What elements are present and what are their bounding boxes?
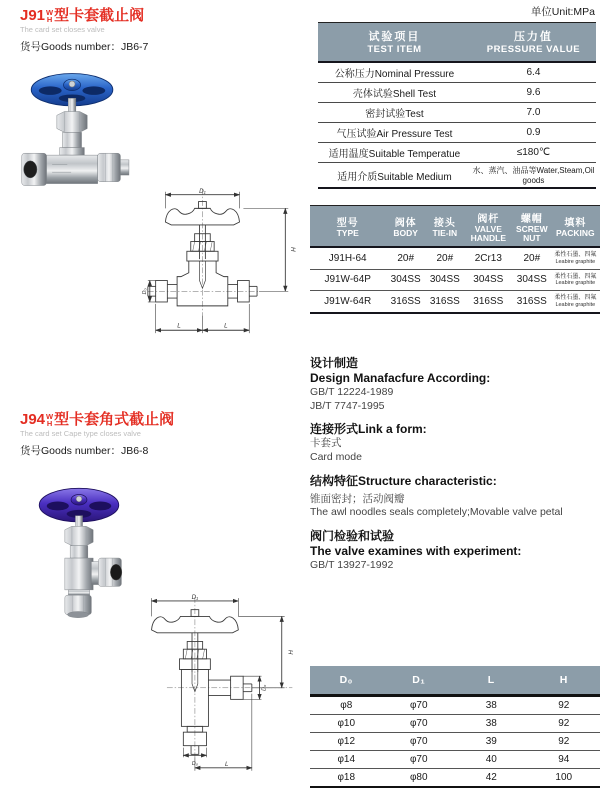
- model-code: J94: [20, 411, 45, 428]
- header-en: TIE-IN: [426, 229, 464, 238]
- cell-type: J91W-64R: [310, 291, 385, 313]
- packing-en: Leabire graphite: [551, 302, 600, 308]
- cell-body: 304SS: [385, 269, 426, 291]
- model-wh-stack: [46, 413, 53, 427]
- table-row: [318, 143, 596, 163]
- cell-l: 39: [455, 733, 528, 751]
- cell-nut: 20#: [513, 247, 551, 269]
- test-table-col1-header: [318, 23, 471, 63]
- header-en: TYPE: [310, 229, 385, 238]
- table-row: [310, 715, 600, 733]
- product2-title: [20, 412, 174, 427]
- cell-l: 40: [455, 751, 528, 769]
- structure-en: The awl noodles seals completely;Movable valve petal: [310, 506, 598, 520]
- packing-cn: 柔性石墨、四氟: [551, 274, 600, 281]
- cell-tie-in: 20#: [426, 247, 464, 269]
- product1-goods-number: 货号Goods number：JB6-7: [20, 39, 148, 54]
- product1-subtitle: The card set closes valve: [20, 25, 148, 34]
- model-sup: W: [46, 413, 53, 420]
- cell-h: 100: [528, 769, 600, 788]
- cell-packing: [551, 291, 600, 313]
- dim-label-d1: D₁: [192, 594, 199, 601]
- specs-block: [310, 356, 598, 572]
- model-sub: H: [46, 16, 53, 23]
- test-table: [318, 22, 596, 189]
- model-sup: W: [46, 9, 53, 16]
- col-header-h: H: [528, 666, 600, 696]
- cell-d1: φ70: [383, 751, 456, 769]
- cell-packing: [551, 247, 600, 269]
- test-item: 适用介质Suitable Medium: [318, 163, 471, 189]
- design-title-cn: 设计制造: [310, 356, 598, 371]
- product2-goods-number: 货号Goods number：JB6-8: [20, 443, 174, 458]
- table-row: [310, 696, 600, 715]
- valve-body-angle: [65, 516, 122, 618]
- col-header-l: L: [455, 666, 528, 696]
- dim-label-d1: D₁: [199, 188, 206, 195]
- model-code: J91: [20, 7, 45, 24]
- col-header-d1: D₁: [383, 666, 456, 696]
- cell-nut: 304SS: [513, 269, 551, 291]
- cell-tie-in: 304SS: [426, 269, 464, 291]
- cell-d1: φ70: [383, 733, 456, 751]
- cell-body: 20#: [385, 247, 426, 269]
- cell-l: 38: [455, 696, 528, 715]
- cell-d1: φ70: [383, 715, 456, 733]
- test-value: ≤180℃: [471, 143, 596, 163]
- title-cn: 型卡套截止阀: [54, 7, 144, 24]
- table-row: [310, 751, 600, 769]
- cell-handle: 316SS: [464, 291, 513, 313]
- table-row: [310, 291, 600, 313]
- header-en: VALVE HANDLE: [464, 225, 513, 243]
- header-en: SCREW NUT: [513, 225, 551, 243]
- dim-label-l: L: [225, 761, 229, 768]
- product1-header: [20, 8, 148, 54]
- dim-label-l: L: [224, 322, 228, 329]
- cell-l: 42: [455, 769, 528, 788]
- model-wh-stack: [46, 9, 53, 23]
- material-table-header-row: [310, 206, 600, 248]
- drawing-dim-labels: [142, 188, 296, 330]
- table-row: [310, 769, 600, 788]
- test-value: 水、蒸汽、油品等Water,Steam,Oil goods: [471, 163, 596, 189]
- title-cn: 型卡套角式截止阀: [54, 411, 174, 428]
- test-table-header-row: [318, 23, 596, 63]
- col-header-screw-nut: [513, 206, 551, 248]
- valve-body-straight: [22, 98, 129, 185]
- cell-d1: φ80: [383, 769, 456, 788]
- header-en: PACKING: [551, 229, 600, 238]
- test-item: 适用温度Suitable Temperatue: [318, 143, 471, 163]
- col-header-valve-handle: [464, 206, 513, 248]
- header-cn: 填料: [551, 214, 600, 229]
- dim-label-h: H: [286, 650, 293, 655]
- header-cn: 阀体: [385, 214, 426, 229]
- test-value: 6.4: [471, 62, 596, 83]
- table-row: [318, 123, 596, 143]
- material-table: [310, 205, 600, 314]
- valve-drawing-straight: [142, 184, 298, 340]
- cell-h: 92: [528, 696, 600, 715]
- cell-h: 92: [528, 715, 600, 733]
- dimension-table-header-row: [310, 666, 600, 696]
- header-en: PRESSURE VALUE: [471, 44, 596, 55]
- header-cn: 试验项目: [318, 28, 471, 44]
- col-header-packing: [551, 206, 600, 248]
- design-title-en: Design Manafacfure According:: [310, 371, 598, 386]
- test-item: 气压试验Air Pressure Test: [318, 123, 471, 143]
- header-cn: 压力值: [471, 28, 596, 44]
- drawing-lines: [152, 597, 293, 771]
- valve-photo-angle: [26, 474, 132, 628]
- model-sub: H: [46, 420, 53, 427]
- packing-en: Leabire graphite: [551, 259, 600, 265]
- structure-title: 结构特征Structure characteristic:: [310, 474, 598, 489]
- wheel-screw: [76, 496, 82, 502]
- cell-d0: φ10: [310, 715, 383, 733]
- design-standard: JB/T 7747-1995: [310, 400, 598, 414]
- table-row: [310, 733, 600, 751]
- link-form-cn: 卡套式: [310, 437, 598, 451]
- col-header-body: [385, 206, 426, 248]
- cell-d0: φ8: [310, 696, 383, 715]
- packing-en: Leabire graphite: [551, 280, 600, 286]
- header-en: TEST ITEM: [318, 44, 471, 55]
- cell-type: J91W-64P: [310, 269, 385, 291]
- table-row: [318, 163, 596, 189]
- cell-nut: 316SS: [513, 291, 551, 313]
- test-table-col2-header: [471, 23, 596, 63]
- design-standard: GB/T 12224-1989: [310, 386, 598, 400]
- product1-title: [20, 8, 148, 23]
- header-cn: 螺帽: [513, 210, 551, 225]
- test-item: 公称压力Nominal Pressure: [318, 62, 471, 83]
- cell-packing: [551, 269, 600, 291]
- inspect-standard: GB/T 13927-1992: [310, 559, 598, 573]
- table-row: [310, 269, 600, 291]
- cell-body: 316SS: [385, 291, 426, 313]
- structure-cn: 锥面密封；活动阀瓣: [310, 493, 598, 507]
- header-en: BODY: [385, 229, 426, 238]
- test-value: 0.9: [471, 123, 596, 143]
- product2-header: [20, 412, 174, 458]
- dim-label-d0: D₀: [261, 684, 267, 691]
- cell-handle: 304SS: [464, 269, 513, 291]
- inspect-title-en: The valve examines with experiment:: [310, 544, 598, 559]
- table-row: [310, 247, 600, 269]
- packing-cn: 柔性石墨、四氟: [551, 295, 600, 302]
- packing-cn: 柔性石墨、四氟: [551, 252, 600, 259]
- table-row: [318, 62, 596, 83]
- col-header-type: [310, 206, 385, 248]
- dimension-table: [310, 666, 600, 788]
- dim-label-l: L: [177, 322, 181, 329]
- dim-label-d0: D₀: [192, 761, 199, 767]
- cell-d1: φ70: [383, 696, 456, 715]
- drawing-lines: [148, 189, 288, 333]
- dim-label-d0: D₀: [142, 287, 148, 294]
- test-value: 9.6: [471, 83, 596, 103]
- link-form-title: 连接形式Link a form:: [310, 422, 598, 437]
- product2-subtitle: The card set Cape type closes valve: [20, 429, 174, 438]
- cell-type: J91H-64: [310, 247, 385, 269]
- header-cn: 阀杆: [464, 210, 513, 225]
- unit-label: 单位Unit:MPa: [531, 4, 595, 19]
- header-cn: 型号: [310, 214, 385, 229]
- test-item: 壳体试验Shell Test: [318, 83, 471, 103]
- valve-drawing-angle: [138, 590, 302, 774]
- cell-handle: 2Cr13: [464, 247, 513, 269]
- cell-h: 92: [528, 733, 600, 751]
- cell-d0: φ18: [310, 769, 383, 788]
- cell-l: 38: [455, 715, 528, 733]
- cell-d0: φ14: [310, 751, 383, 769]
- cell-tie-in: 316SS: [426, 291, 464, 313]
- cell-d0: φ12: [310, 733, 383, 751]
- cell-h: 94: [528, 751, 600, 769]
- table-row: [318, 103, 596, 123]
- table-row: [318, 83, 596, 103]
- test-item: 密封试验Test: [318, 103, 471, 123]
- inspect-title-cn: 阀门检验和试验: [310, 529, 598, 544]
- link-form-en: Card mode: [310, 451, 598, 465]
- header-cn: 接头: [426, 214, 464, 229]
- test-value: 7.0: [471, 103, 596, 123]
- valve-photo-straight: [18, 64, 146, 196]
- col-header-tie-in: [426, 206, 464, 248]
- wheel-screw: [69, 81, 75, 87]
- dim-label-h: H: [289, 247, 296, 252]
- col-header-d0: D₀: [310, 666, 383, 696]
- drawing-dim-labels: [192, 594, 294, 768]
